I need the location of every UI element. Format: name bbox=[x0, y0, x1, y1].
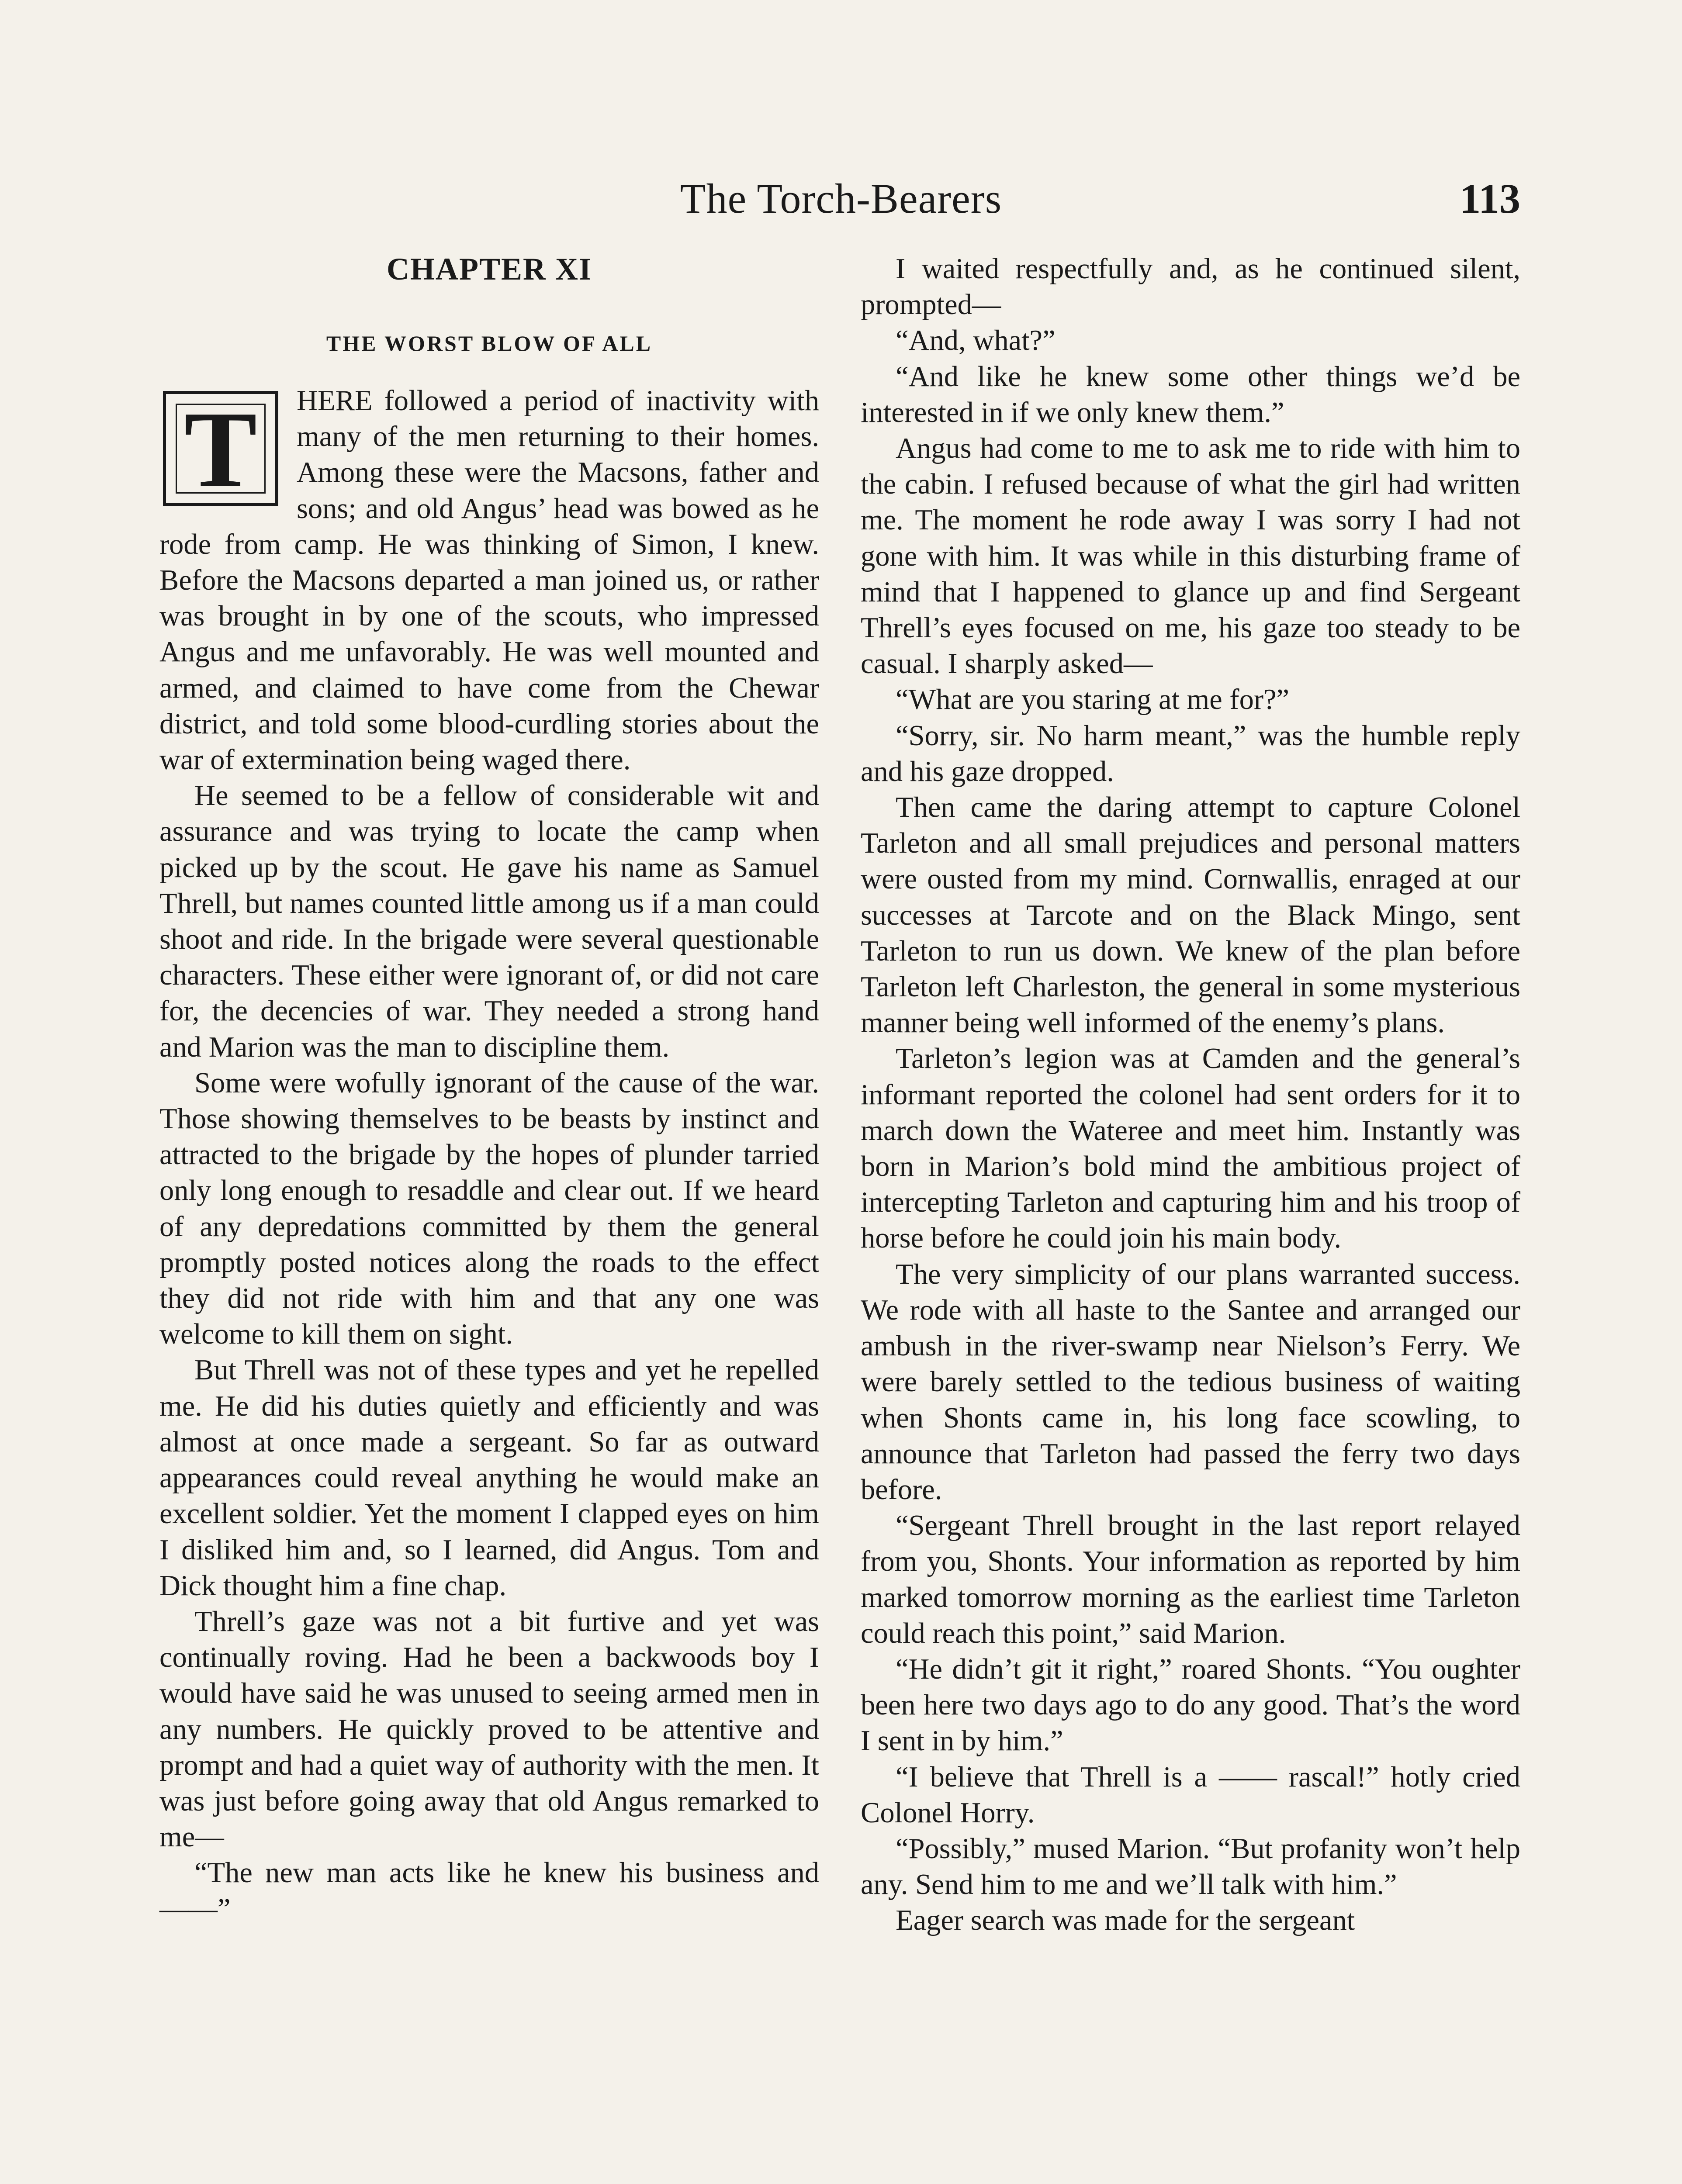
paragraph: Threll’s gaze was not a bit furtive and yet was continually roving. Had he been a backwoods boy I would have said he was unused to seeing armed men in any numbers. He quickly proved to be attentive and prompt and had a quiet way of authority with the men. It was just before going away that old Angus remarked to me— bbox=[159, 1605, 819, 1853]
paragraph: Then came the daring attempt to capture Colonel Tarleton and all small prejudices and personal matters were ousted from my mind. Cornwallis, enraged at our successes at Tarcote and on the Black Mingo, sent Tarleton to run us down. We knew of the plan before Tarleton left Charleston, the general in some mysterious manner being well informed of the enemy’s plans. bbox=[861, 791, 1520, 1039]
paragraph: “And like he knew some other things we’d be interested in if we only knew them.” bbox=[861, 360, 1520, 429]
paragraph: But Threll was not of these types and yet he repelled me. He did his duties quietly and efficiently and was almost at once made a sergeant. So far as outward appearances could reveal anything he would make an excellent soldier. Yet the moment I clapped eyes on him I disliked him and, so I learned, did Angus. Tom and Dick thought him a fine chap. bbox=[159, 1354, 819, 1602]
paragraph: I waited respectfully and, as he continued silent, prompted— bbox=[861, 253, 1520, 321]
paragraph: “I believe that Threll is a —— rascal!” hotly cried Colonel Horry. bbox=[861, 1761, 1520, 1829]
paragraph: “Sorry, sir. No harm meant,” was the humble reply and his gaze dropped. bbox=[861, 719, 1520, 788]
paragraph: “And, what?” bbox=[896, 325, 1056, 357]
right-column bbox=[861, 251, 1520, 1939]
drop-cap bbox=[159, 387, 286, 513]
paragraph: Angus had come to me to ask me to ride with him to the cabin. I refused because of what the girl had written me. The moment he rode away I was sorry I had not gone with him. It was while in this disturbing frame of mind that I happened to glance up and find Sergeant Threll’s eyes focused on me, his gaze too steady to be casual. I sharply asked— bbox=[861, 432, 1520, 680]
paragraph: “He didn’t git it right,” roared Shonts. “You oughter been here two days ago to do any good. That’s the word I sent in by him.” bbox=[861, 1653, 1520, 1757]
drop-cap-letter: T bbox=[184, 389, 257, 510]
paragraph: “Possibly,” mused Marion. “But profanity won’t help any. Send him to me and we’ll talk with him.” bbox=[861, 1832, 1520, 1901]
chapter-subtitle: THE WORST BLOW OF ALL bbox=[326, 331, 653, 356]
page-number: 113 bbox=[1460, 175, 1520, 222]
paragraph: Some were wofully ignorant of the cause of the war. Those showing themselves to be beasts by instinct and attracted to the brigade by the hopes of plunder tarried only long enough to resaddle and clear out. If we heard of any depredations committed by them the general promptly posted notices along the roads to the effect they did not ride with him and that any one was welcome to kill them on sight. bbox=[159, 1067, 819, 1351]
paragraph: “The new man acts like he knew his business and——” bbox=[159, 1857, 819, 1925]
paragraph: Eager search was made for the sergeant bbox=[896, 1904, 1355, 1937]
left-column bbox=[159, 251, 819, 1927]
chapter-title: CHAPTER XI bbox=[386, 252, 592, 287]
paragraph: “What are you staring at me for?” bbox=[896, 684, 1289, 716]
paragraph: “Sergeant Threll brought in the last report relayed from you, Shonts. Your information as reported by him marked tomorrow morning as the earliest time Tarleton could reach this point,” said Marion. bbox=[861, 1510, 1520, 1649]
running-title: The Torch-Bearers bbox=[680, 175, 1002, 222]
paragraph: He seemed to be a fellow of considerable wit and assurance and was trying to locate the camp when picked up by the scout. He gave his name as Samuel Threll, but names counted little among us if a man could shoot and ride. In the brigade were several questionable characters. These either were ignorant of, or did not care for, the decencies of war. They needed a strong hand and Marion was the man to discipline them. bbox=[159, 780, 819, 1063]
paragraph: The very simplicity of our plans warranted success. We rode with all haste to the Santee and arranged our ambush in the river-swamp near Nielson’s Ferry. We were barely settled to the tedious business of waiting when Shonts came in, his long face scowling, to announce that Tarleton had passed the ferry two days before. bbox=[861, 1258, 1520, 1506]
paragraph: Tarleton’s legion was at Camden and the general’s informant reported the colonel had sent orders for it to march down the Wateree and meet him. Instantly was born in Marion’s bold mind the ambitious project of intercepting Tarleton and capturing him and his troop of horse before he could join his main body. bbox=[861, 1043, 1520, 1254]
page-header bbox=[0, 173, 1682, 225]
paragraph: HERE followed a period of inactivity with many of the men returning to their homes. Among these were the Macsons, father and sons; and old Angus’ head was bowed as he rode from camp. He was thinking of Simon, I knew. Before the Macsons departed a man joined us, or rather was brought in by one of the scouts, who impressed Angus and me unfavorably. He was well mounted and armed, and claimed to have come from the Chewar district, and told some blood-curdling stories about the war of extermination being waged there. bbox=[159, 385, 819, 776]
